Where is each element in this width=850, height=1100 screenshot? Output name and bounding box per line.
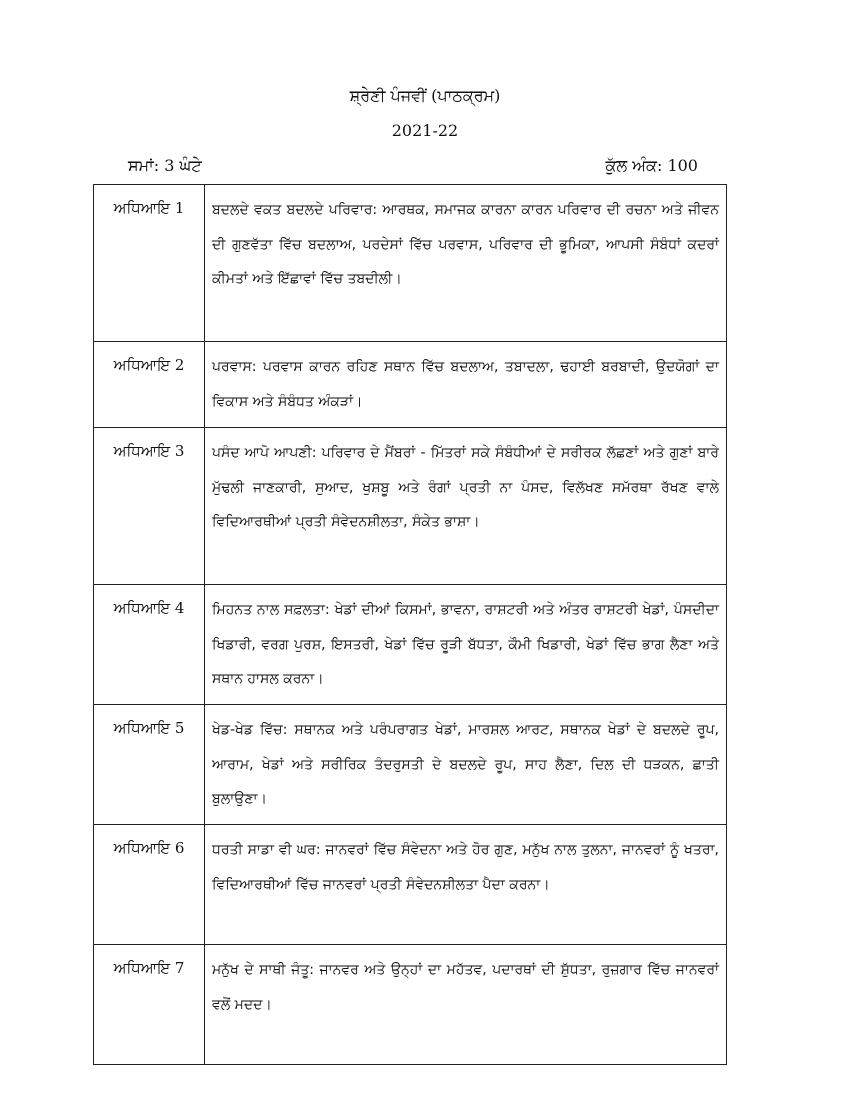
academic-year: 2021-22 — [391, 121, 459, 140]
chapter-content: ਬਦਲਦੇ ਵਕਤ ਬਦਲਦੇ ਪਰਿਵਾਰ: ਆਰਥਕ, ਸਮਾਜਕ ਕਾਰਨਾ ਕਾਰਨ ਪਰਿਵਾਰ ਦੀ ਰਚਨਾ ਅਤੇ ਜੀਵਨ ਦੀ ਗੁਣਵੱਤਾ ਵਿੱਚ ਬਦਲਾਅ, ਪਰਦੇਸਾਂ ਵਿੱਚ ਪਰਵਾਸ, ਪਰਿਵਾਰ ਦੀ ਭੂਮਿਕਾ, ਆਪਸੀ ਸੰਬੰਧਾਂ ਕਦਰਾਂ ਕੀਮਤਾਂ ਅਤੇ ਇੱਛਾਵਾਂ ਵਿੱਚ ਤਬਦੀਲੀ। — [205, 185, 727, 342]
chapter-label: ਅਧਿਆਇ 3 — [94, 428, 205, 585]
chapter-content: ਖੇਡ-ਖੇਡ ਵਿੱਚ: ਸਥਾਨਕ ਅਤੇ ਪਰੰਪਰਾਗਤ ਖੇਡਾਂ, ਮਾਰਸ਼ਲ ਆਰਟ, ਸਥਾਨਕ ਖੇਡਾਂ ਦੇ ਬਦਲਦੇ ਰੂਪ, ਆਰਾਮ, ਖੇਡਾਂ ਅਤੇ ਸਰੀਰਿਕ ਤੰਦਰੁਸਤੀ ਦੇ ਬਦਲਦੇ ਰੂਪ, ਸਾਹ ਲੈਣਾ, ਦਿਲ ਦੀ ਧੜਕਨ, ਛਾਤੀ ਬੁਲਾਉਣਾ। — [205, 705, 727, 825]
chapter-content: ਮਨੁੱਖ ਦੇ ਸਾਥੀ ਜੰਤੂ: ਜਾਨਵਰ ਅਤੇ ਉਨ੍ਹਾਂ ਦਾ ਮਹੱਤਵ, ਪਦਾਰਥਾਂ ਦੀ ਸ਼ੁੱਧਤਾ, ਰੁਜ਼ਗਾਰ ਵਿੱਚ ਜਾਨਵਰਾਂ ਵਲੋਂ ਮਦਦ। — [205, 945, 727, 1065]
chapter-label: ਅਧਿਆਇ 2 — [94, 342, 205, 428]
table-row-chapter-6 — [94, 825, 727, 945]
chapter-label: ਅਧਿਆਇ 4 — [94, 585, 205, 705]
table-row-chapter-1 — [94, 185, 727, 342]
table-row-chapter-2 — [94, 342, 727, 428]
syllabus-table — [93, 184, 727, 1065]
total-marks: ਕੁੱਲ ਅੰਕ: 100 — [605, 156, 698, 175]
page-title: ਸ਼੍ਰੇਣੀ ਪੰਜਵੀਂ (ਪਾਠਕ੍ਰਮ) — [349, 86, 501, 105]
chapter-label: ਅਧਿਆਇ 5 — [94, 705, 205, 825]
chapter-content: ਧਰਤੀ ਸਾਡਾ ਵੀ ਘਰ: ਜਾਨਵਰਾਂ ਵਿੱਚ ਸੰਵੇਦਨਾ ਅਤੇ ਹੋਰ ਗੁਣ, ਮਨੁੱਖ ਨਾਲ ਤੁਲਨਾ, ਜਾਨਵਰਾਂ ਨੂੰ ਖਤਰਾ, ਵਿਦਿਆਰਥੀਆਂ ਵਿੱਚ ਜਾਨਵਰਾਂ ਪ੍ਰਤੀ ਸੰਵੇਦਨਸ਼ੀਲਤਾ ਪੈਦਾ ਕਰਨਾ। — [205, 825, 727, 945]
table-row-chapter-5 — [94, 705, 727, 825]
chapter-label: ਅਧਿਆਇ 1 — [94, 185, 205, 342]
chapter-content: ਪਸੰਦ ਆਪੋ ਆਪਣੀ: ਪਰਿਵਾਰ ਦੇ ਮੈਂਬਰਾਂ - ਮਿੱਤਰਾਂ ਸਕੇ ਸੰਬੰਧੀਆਂ ਦੇ ਸਰੀਰਕ ਲੱਛਣਾਂ ਅਤੇ ਗੁਣਾਂ ਬਾਰੇ ਮੁੱਢਲੀ ਜਾਣਕਾਰੀ, ਸੁਆਦ, ਖੁਸ਼ਬੂ ਅਤੇ ਰੰਗਾਂ ਪ੍ਰਤੀ ਨਾ ਪੰਸਦ, ਵਿਲੱਖਣ ਸਮੱਰਥਾ ਰੱਖਣ ਵਾਲੇ ਵਿਦਿਆਰਥੀਆਂ ਪ੍ਰਤੀ ਸੰਵੇਦਨਸ਼ੀਲਤਾ, ਸੰਕੇਤ ਭਾਸ਼ਾ। — [205, 428, 727, 585]
table-row-chapter-4 — [94, 585, 727, 705]
chapter-content: ਮਿਹਨਤ ਨਾਲ ਸਫ਼ਲਤਾ: ਖੇਡਾਂ ਦੀਆਂ ਕਿਸਮਾਂ, ਭਾਵਨਾ, ਰਾਸ਼ਟਰੀ ਅਤੇ ਅੰਤਰ ਰਾਸ਼ਟਰੀ ਖੇਡਾਂ, ਪੰਸਦੀਦਾ ਖਿਡਾਰੀ, ਵਰਗ ਪੁਰਸ਼, ਇਸਤਰੀ, ਖੇਡਾਂ ਵਿੱਚ ਰੂੜੀ ਬੱਧਤਾ, ਕੌਮੀ ਖਿਡਾਰੀ, ਖੇਡਾਂ ਵਿੱਚ ਭਾਗ ਲੈਣਾ ਅਤੇ ਸਥਾਨ ਹਾਸਲ ਕਰਨਾ। — [205, 585, 727, 705]
chapter-content: ਪਰਵਾਸ: ਪਰਵਾਸ ਕਾਰਨ ਰਹਿਣ ਸਥਾਨ ਵਿੱਚ ਬਦਲਾਅ, ਤਬਾਦਲਾ, ਢਹਾਈ ਬਰਬਾਦੀ, ਉਦਯੋਗਾਂ ਦਾ ਵਿਕਾਸ ਅਤੇ ਸੰਬੰਧਤ ਅੰਕੜਾਂ। — [205, 342, 727, 428]
exam-time: ਸਮਾਂ: 3 ਘੰਟੇ — [128, 156, 202, 175]
chapter-label: ਅਧਿਆਇ 7 — [94, 945, 205, 1065]
chapter-label: ਅਧਿਆਇ 6 — [94, 825, 205, 945]
table-row-chapter-7 — [94, 945, 727, 1065]
table-row-chapter-3 — [94, 428, 727, 585]
